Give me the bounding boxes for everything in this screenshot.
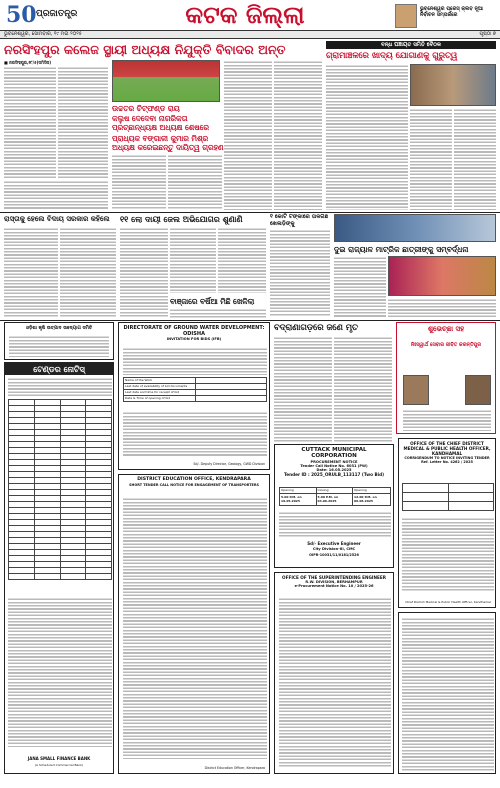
groundwater-ad	[118, 322, 270, 470]
lead-col-1	[4, 66, 56, 178]
lead-bullet-1: ଉଚ୍ଚତର ଚିଟ୍‌ଫଣ୍ଡ ରାୟ	[112, 104, 180, 113]
cdmo-signer: Chief District Medical & Public Health Officer, Kandhamal	[405, 600, 491, 604]
story1-headline: ରାସ୍ତାକୁ ହେଲେ ବିଦାୟ ସରକାର କହିଲେ	[4, 215, 110, 223]
story5-headline: ବାଞ୍ଜାରେ ବର୍ଷିଆ ମିଛି ଖେଳିଲା	[170, 297, 255, 306]
page-number: ପୃଷ୍ଠା ୭	[479, 31, 496, 37]
deo-footer: District Education Officer, Kendrapara	[204, 766, 265, 770]
person-photo	[465, 375, 491, 405]
lead-col-4	[168, 154, 222, 210]
tender-notice-ad	[4, 362, 114, 774]
students-photo	[334, 214, 496, 242]
story3-col	[270, 229, 330, 317]
groundwater-sub: INVITATION FOR BIDS (IFB)	[166, 337, 222, 341]
wishes-subtitle: ନିଃସ୍ୱାର୍ଥ ସେବାର ଜୀବିତ କରନ୍ତିପୁର	[410, 342, 482, 348]
logo-50: 50	[6, 2, 37, 28]
story1-col-2	[60, 227, 116, 317]
deo-sub: SHORT TENDER CALL NOTICE FOR ENGAGEMENT OF TRANSPORTERS	[129, 483, 259, 487]
cmc-cell: 12.00 P.M. on 06.06.2025	[353, 494, 391, 506]
story5-col	[170, 308, 266, 318]
dateline: ଭୁବନେଶ୍ୱର, ସୋମବାର, ୧୯ ମଇ ୨୦୨୫	[4, 31, 82, 37]
cmc-sub: PROCUREMENT NOTICE	[310, 459, 358, 464]
odia-org-ad	[4, 322, 114, 360]
gw-row-label: Name of the Work	[124, 378, 196, 384]
cmc-tender-no: Tender Call Notice No. 6031 (PW)	[300, 463, 368, 468]
lead-col-5	[224, 60, 272, 210]
promo-photo	[395, 4, 417, 28]
se-title: OFFICE OF THE SUPERINTENDING ENGINEER	[282, 575, 386, 580]
story3-headline: ୧ କୋଟି ଟଙ୍କାରେ ତାଳଗଛ ଖେଳାଡ଼ିଙ୍କୁ	[270, 214, 329, 227]
person-photo	[403, 375, 429, 405]
se-notice: e-Procurement Notice No. 10 / 2025-26	[294, 584, 374, 588]
cmc-opr: OIPR-10031/11/0181/2526	[309, 553, 359, 557]
promo-text: ଭୁବନେଶ୍ୱର ପ୍ରେସ୍ କ୍ଲବ ନୂଆ ନିର୍ବାଚନ ସମ୍ପର୍କରେ	[420, 6, 483, 18]
cmc-col-head: Opening	[353, 488, 391, 494]
cdmo-table	[402, 483, 494, 511]
row3-headline: ବଦ୍ରାଣାଗଡ଼ରେ ଜଣେ ମୃତ	[274, 322, 358, 332]
story4-col-2	[388, 298, 496, 318]
divider	[0, 212, 500, 213]
story2-col-3	[218, 227, 266, 293]
right-top-col-1	[326, 64, 408, 210]
cmc-tender-id: Tender ID : 2025_ORULB_113117 (Two Bid)	[284, 471, 384, 477]
story2-col-2	[170, 227, 216, 293]
wishes-title: ଶୁଭେଚ୍ଛା ସହ	[427, 325, 465, 333]
cmc-cell: 5.00 P.M. on 19.05.2025	[280, 494, 317, 506]
lead-col-6	[274, 60, 322, 210]
story2-col-1	[120, 227, 168, 317]
cmc-col-head: Opening	[280, 488, 317, 494]
lead-bullet-2: କଲୁଷ ଦେଦେବା ନାଗରିକତା ପ୍ରଚ୍ଛାନ୍ଧ୍ୟକ୍ଷ ଅଧ୍ୟକ୍ଷ ଶେଷରେ	[112, 114, 209, 132]
cdmo-ad	[398, 438, 496, 608]
cmc-date: Date: 16.05.2025	[316, 467, 352, 472]
divider	[0, 320, 500, 321]
row3-col-2	[334, 336, 392, 442]
se-ad	[274, 572, 394, 774]
groundwater-title: DIRECTORATE OF GROUND WATER DEVELOPMENT: ODISHA	[123, 325, 265, 337]
college-photo	[112, 60, 220, 102]
lead-col-7	[4, 180, 108, 210]
cdmo-sub: CORRIGENDUM TO NOTICE INVITING TENDER	[404, 456, 490, 460]
cmc-office: City Division-III, CMC	[312, 547, 356, 551]
odia-org-title: ଓଡ଼ିଶା କୃଷି ଉତ୍ପାଦ ଉଦ୍ୟୋଗ ସମିତି	[25, 326, 93, 331]
groundwater-table	[123, 377, 267, 402]
groundwater-signature: Sd/- Deputy Director, Geology, GWD Division	[193, 462, 265, 466]
paper-name: ପ୍ରଜାତନ୍ତ୍ର	[36, 9, 78, 19]
deo-ad	[118, 474, 270, 774]
cmc-ad	[274, 444, 394, 568]
se-sub: R.W. DIVISION, BERHAMPUR	[305, 580, 363, 584]
cmc-signer: Sd/- Executive Engineer	[307, 541, 361, 546]
gw-row-label: Last date of availability of bid documents	[124, 384, 196, 390]
cmc-table	[279, 487, 391, 506]
story2-headline: ୧୧ ଲୋ ଦାୟୀ ଜେଲ ଅଭିଯୋଗର ଶୁଣାଣି	[120, 215, 243, 224]
lead-col-2	[58, 66, 108, 178]
cmc-title: CUTTACK MUNICIPAL CORPORATION	[301, 447, 367, 460]
lead-kicker: ■ ନରସିଂହପୁର,୧୮/୫(ସମିସିସ)	[4, 60, 52, 65]
right-top-col-2	[410, 108, 452, 210]
lead-col-3	[112, 154, 166, 210]
tender-notice-title: ଟେଣ୍ଡର ନୋଟିସ୍	[5, 363, 113, 375]
meeting-photo	[410, 64, 496, 106]
cmc-col-head: Closing	[316, 488, 353, 494]
gw-row-label: Last date and time for receipt of bid	[124, 390, 196, 396]
tender-table	[8, 399, 112, 580]
right-top-headline: ଗ୍ରାମାଞ୍ଚଳରେ ଖାଦ୍ୟ ଯୋଗାଣକୁ ଗୁରୁତ୍ୱ	[326, 50, 458, 60]
bank-sub: (A Scheduled Commercial Bank)	[34, 763, 84, 767]
deo-title: DISTRICT EDUCATION OFFICE, KENDRAPARA	[137, 477, 251, 482]
story4-col-1	[334, 256, 386, 318]
cdmo-ref: Ref. Letter No. 4262 / 2025	[421, 460, 473, 464]
bank-title: JANA SMALL FINANCE BANK	[27, 756, 91, 761]
right-section-bar: ବନ୍ଧ ପଞ୍ଚାୟତ ସମିତି ବୈଠକ	[326, 41, 496, 49]
story1-col-1	[4, 227, 58, 317]
wishes-ad	[396, 322, 496, 434]
page-title: କଟକ ଜିଲ୍ଲା	[150, 2, 340, 28]
right-top-col-3	[454, 108, 496, 210]
gw-row-label: Date & Time of opening of bid	[124, 396, 196, 402]
lead-bullet-3: ପ୍ରାଧ୍ୟକ ବଙ୍ଗାଳୀ କୁମାର ମିଶ୍ର ଅଧ୍ୟକ୍ଷ କରେଇଛନ୍ତୁ ଦାୟିତ୍ୱ ଗ୍ରହଣ	[112, 134, 224, 152]
row3-col-1	[274, 336, 332, 442]
felicitation-photo	[388, 256, 496, 296]
bottom-right-ad	[398, 612, 496, 774]
story4-headline: ଦୁଇ ରାଜ୍ୟାଳ ମାଟ୍ରିକ ଛାତ୍ରୀଙ୍କୁ ସମ୍ବର୍ଦ୍ଧନା	[334, 245, 469, 254]
cdmo-title: OFFICE OF THE CHIEF DISTRICT MEDICAL & PUBLIC HEALTH OFFICER, KANDHAMAL	[403, 441, 491, 456]
lead-headline: ନରସିଂହପୁର କଲେଜ ସ୍ଥାୟୀ ଅଧ୍ୟକ୍ଷ ନିଯୁକ୍ତି ବିବାଦର ଅନ୍ତ	[4, 41, 320, 58]
cmc-cell: 5.00 P.M. on 04.06.2025	[316, 494, 353, 506]
